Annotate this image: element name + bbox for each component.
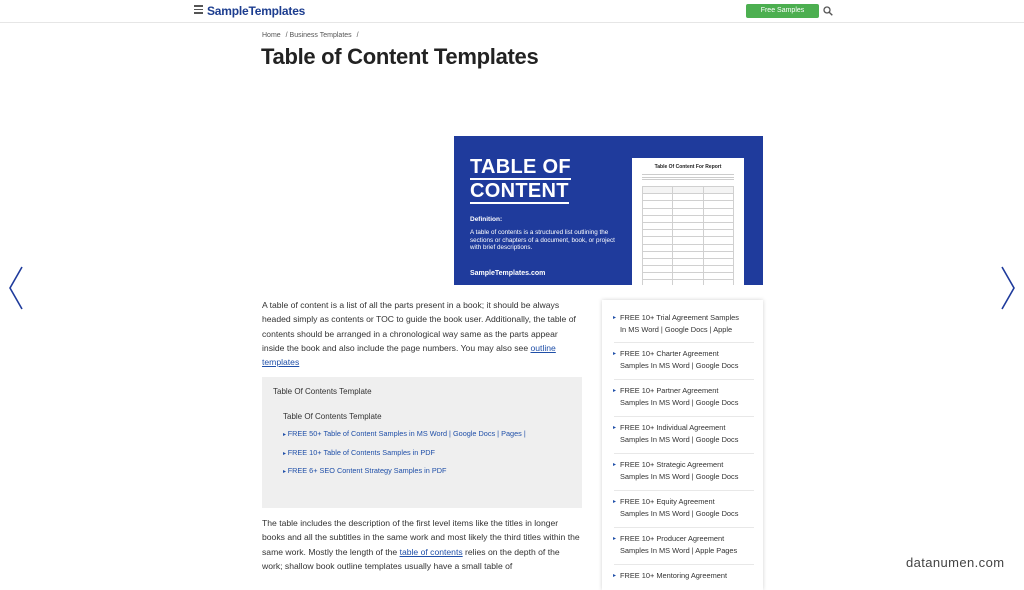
- menu-icon[interactable]: [194, 5, 203, 14]
- hero-title-line2: CONTENT: [470, 180, 569, 202]
- divider: [614, 416, 754, 417]
- toc-sub-heading: Table Of Contents Template: [283, 412, 382, 421]
- sidebar-item-line1: FREE 10+ Charter Agreement: [620, 349, 719, 358]
- sidebar-item[interactable]: [614, 570, 754, 582]
- toc-link-list: [283, 428, 526, 484]
- sidebar-item-line2: Samples In MS Word | Google Docs: [620, 435, 739, 444]
- sidebar-item[interactable]: [614, 312, 754, 336]
- bullet-icon: ▸: [613, 315, 617, 321]
- divider: [614, 342, 754, 343]
- sidebar-item-line1: FREE 10+ Mentoring Agreement: [620, 571, 728, 580]
- divider: [614, 564, 754, 565]
- related-samples-sidebar: [602, 300, 763, 590]
- body-text-a: The table includes the description of the first level items like the titles in longer books and all the subtitles in the same work and most likely the third titles within the same work. Mostly the length of the: [262, 518, 580, 557]
- toc-link[interactable]: ▸ FREE 10+ Table of Contents Samples in PDF: [283, 447, 526, 466]
- hero-definition-text: A table of contents is a structured list outlining the sections or chapters of a document, book, or project with brief descriptions.: [470, 229, 615, 252]
- sidebar-item[interactable]: [614, 496, 754, 520]
- sidebar-item[interactable]: [614, 459, 754, 483]
- toc-link[interactable]: ▸ FREE 50+ Table of Content Samples in MS Word | Google Docs | Pages |: [283, 428, 526, 447]
- document-preview-table: [642, 186, 734, 285]
- intro-paragraph: [262, 298, 580, 369]
- body-paragraph: [262, 516, 580, 573]
- table-of-contents-box: [262, 377, 582, 508]
- bullet-icon: ▸: [613, 499, 617, 505]
- document-preview: [632, 158, 744, 285]
- sidebar-item-line1: FREE 10+ Partner Agreement: [620, 386, 719, 395]
- divider: [614, 379, 754, 380]
- toc-heading: Table Of Contents Template: [273, 387, 372, 396]
- watermark: datanumen.com: [906, 555, 1005, 570]
- sidebar-item-line2: Samples In MS Word | Apple Pages: [620, 546, 738, 555]
- chevron-left-icon[interactable]: [7, 265, 25, 311]
- body-text-b: relies on the depth of the work; shallow book outline templates usually have a small table of: [262, 546, 560, 571]
- sidebar-item-line2: Samples In MS Word | Google Docs: [620, 509, 739, 518]
- hero-title-line1: TABLE OF: [470, 156, 571, 178]
- document-preview-description: [642, 174, 734, 180]
- breadcrumb-business-templates[interactable]: / Business Templates: [285, 32, 352, 39]
- sidebar-item-line2: In MS Word | Google Docs | Apple: [620, 325, 733, 334]
- sidebar-item-line2: Samples In MS Word | Google Docs: [620, 472, 739, 481]
- site-logo[interactable]: SampleTemplates: [207, 4, 306, 18]
- bullet-icon: ▸: [613, 351, 617, 357]
- sidebar-item-line1: FREE 10+ Strategic Agreement: [620, 460, 724, 469]
- sidebar-item-line2: Samples In MS Word | Google Docs: [620, 398, 739, 407]
- bullet-icon: ▸: [613, 425, 617, 431]
- breadcrumb-separator: /: [356, 32, 359, 39]
- table-of-contents-link[interactable]: table of contents: [399, 546, 463, 557]
- chevron-right-icon[interactable]: [999, 265, 1017, 311]
- sidebar-item[interactable]: [614, 348, 754, 372]
- divider: [614, 490, 754, 491]
- document-preview-title: Table Of Content For Report: [654, 164, 722, 170]
- bullet-icon: ▸: [613, 462, 617, 468]
- sidebar-item-line1: FREE 10+ Producer Agreement: [620, 534, 725, 543]
- bullet-icon: ▸: [613, 573, 617, 579]
- sidebar-item[interactable]: [614, 385, 754, 409]
- breadcrumb: [262, 32, 362, 39]
- sidebar-item-line1: FREE 10+ Trial Agreement Samples: [620, 313, 739, 322]
- sidebar-item[interactable]: [614, 422, 754, 446]
- page-title: Table of Content Templates: [261, 44, 539, 69]
- hero-site-name: SampleTemplates.com: [470, 270, 546, 277]
- bullet-icon: ▸: [613, 388, 617, 394]
- sidebar-item-line1: FREE 10+ Individual Agreement: [620, 423, 726, 432]
- hero-definition-label: Definition:: [470, 216, 503, 223]
- bullet-icon: ▸: [613, 536, 617, 542]
- sidebar-item[interactable]: [614, 533, 754, 557]
- outline-templates-link[interactable]: outline templates: [262, 342, 556, 368]
- breadcrumb-home[interactable]: Home: [262, 32, 281, 39]
- sidebar-item-line2: Samples In MS Word | Google Docs: [620, 361, 739, 370]
- toc-link[interactable]: ▸ FREE 6+ SEO Content Strategy Samples in PDF: [283, 465, 526, 484]
- sidebar-item-line1: FREE 10+ Equity Agreement: [620, 497, 715, 506]
- hero-title: [470, 156, 571, 204]
- divider: [614, 527, 754, 528]
- free-samples-button[interactable]: Free Samples: [746, 4, 819, 18]
- search-icon[interactable]: [823, 6, 833, 16]
- divider: [614, 453, 754, 454]
- top-navbar: [0, 0, 1024, 23]
- hero-image[interactable]: [454, 136, 763, 285]
- intro-text: A table of content is a list of all the parts present in a book; it should be always headed simply as contents or TOC to guide the book user. Additionally, the table of contents should be arranged in a chronological way same as the parts appear inside the book and also include the page numbers. You may also see: [262, 300, 576, 353]
